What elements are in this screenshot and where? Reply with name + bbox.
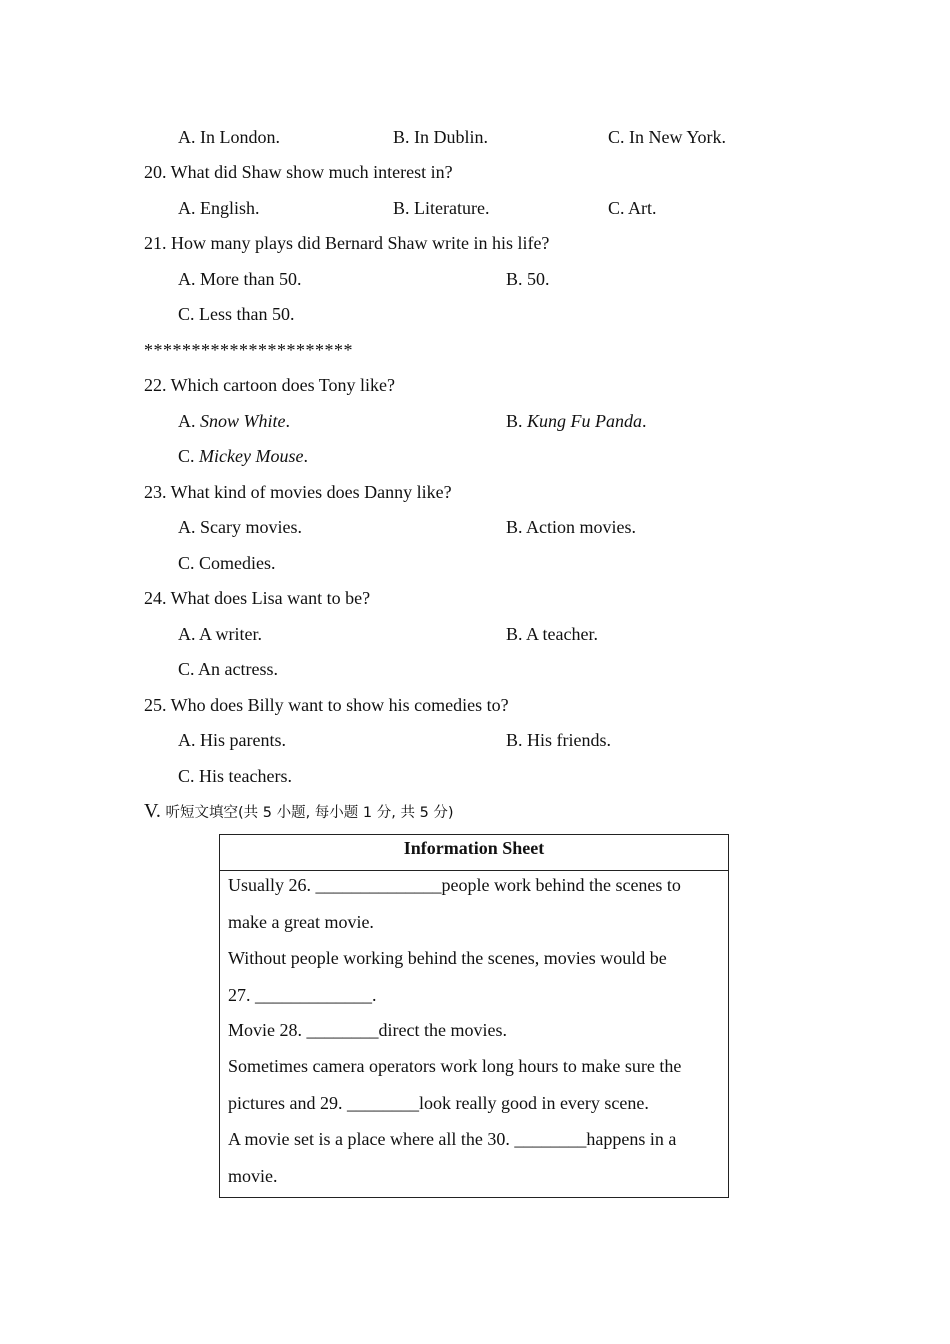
- q24-option-b: B. A teacher.: [506, 624, 598, 644]
- q19-option-a: A. In London.: [178, 127, 280, 147]
- q22-c-title: Mickey Mouse: [199, 446, 304, 466]
- q20-option-b: B. Literature.: [393, 198, 490, 218]
- info-line-2: make a great movie.: [228, 912, 374, 932]
- q25-option-c: C. His teachers.: [178, 766, 292, 786]
- section-v-numeral: V.: [144, 800, 161, 822]
- information-sheet-title: Information Sheet: [220, 835, 728, 871]
- question-22: 22. Which cartoon does Tony like?: [144, 375, 396, 395]
- q22-a-title: Snow White: [200, 411, 286, 431]
- q22-b-prefix: B.: [506, 411, 528, 431]
- question-24: 24. What does Lisa want to be?: [144, 588, 371, 608]
- q22-b-period: .: [642, 411, 647, 431]
- info-line-4: 27. _____________.: [228, 985, 377, 1005]
- q22-c-period: .: [303, 446, 308, 466]
- q25-option-a: A. His parents.: [178, 730, 286, 750]
- q20-option-c: C. Art.: [608, 198, 657, 218]
- q23-option-a: A. Scary movies.: [178, 517, 302, 537]
- q22-c-prefix: C.: [178, 446, 200, 466]
- q23-option-c: C. Comedies.: [178, 553, 276, 573]
- question-23: 23. What kind of movies does Danny like?: [144, 482, 452, 502]
- info-line-7: pictures and 29. ________look really good in every scene.: [228, 1093, 649, 1113]
- info-line-1: Usually 26. ______________people work behind the scenes to: [228, 875, 681, 895]
- question-20: 20. What did Shaw show much interest in?: [144, 162, 453, 182]
- q20-option-a: A. English.: [178, 198, 260, 218]
- section-v-title: 听短文填空(共 5 小题, 每小题 1 分, 共 5 分): [160, 805, 454, 821]
- info-line-3: Without people working behind the scenes, movies would be: [228, 948, 667, 968]
- q24-option-c: C. An actress.: [178, 659, 278, 679]
- info-line-8: A movie set is a place where all the 30. ________happens in a: [228, 1129, 677, 1149]
- q22-a-prefix: A.: [178, 411, 200, 431]
- q23-option-b: B. Action movies.: [506, 517, 636, 537]
- q22-b-title: Kung Fu Panda: [527, 411, 643, 431]
- q22-option-b: [506, 410, 647, 432]
- section-separator: **********************: [144, 340, 353, 360]
- q19-option-c: C. In New York.: [608, 127, 727, 147]
- info-line-9: movie.: [228, 1166, 278, 1186]
- q25-option-b: B. His friends.: [506, 730, 611, 750]
- section-v-heading: [144, 800, 454, 824]
- q22-option-c: [178, 445, 308, 467]
- info-line-6: Sometimes camera operators work long hours to make sure the: [228, 1056, 682, 1076]
- question-25: 25. Who does Billy want to show his comedies to?: [144, 695, 509, 715]
- q21-option-b: B. 50.: [506, 269, 550, 289]
- q21-option-c: C. Less than 50.: [178, 304, 295, 324]
- info-line-5: Movie 28. ________direct the movies.: [228, 1020, 507, 1040]
- q19-option-b: B. In Dublin.: [393, 127, 489, 147]
- q22-a-period: .: [285, 411, 290, 431]
- q24-option-a: A. A writer.: [178, 624, 262, 644]
- q22-option-a: [178, 410, 290, 432]
- question-21: 21. How many plays did Bernard Shaw write in his life?: [144, 233, 550, 253]
- information-sheet: [219, 834, 729, 1198]
- q21-option-a: A. More than 50.: [178, 269, 302, 289]
